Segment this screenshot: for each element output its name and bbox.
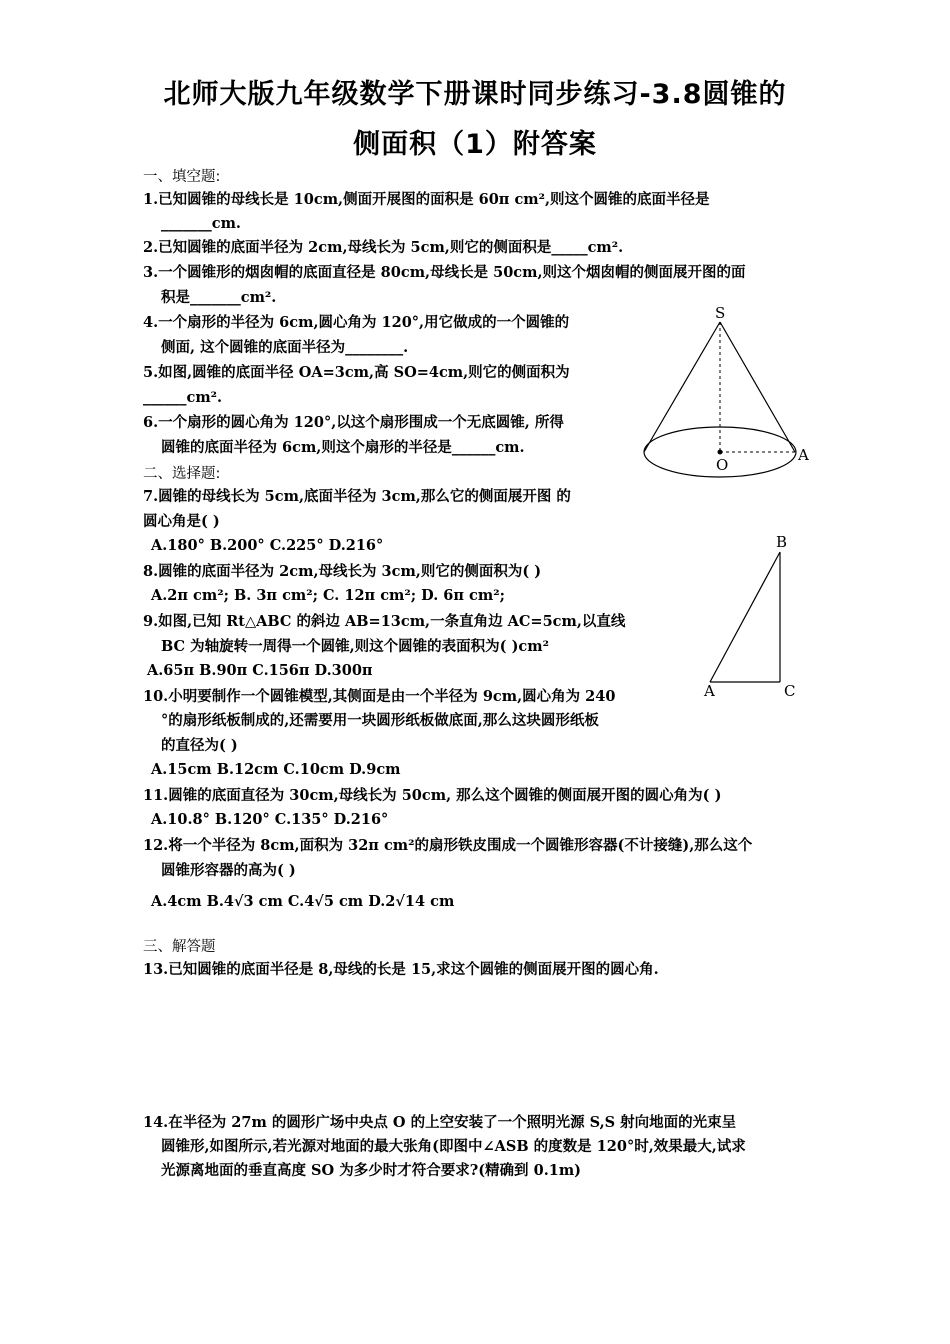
question-13: 13.已知圆锥的底面半径是 8,母线的长是 15,求这个圆锥的侧面展开图的圆心角. (143, 961, 659, 978)
question-12-line2: 圆锥形容器的高为( ) (161, 862, 296, 879)
section-solve: 三、解答题 (143, 939, 216, 955)
page-title-line1: 北师大版九年级数学下册课时同步练习-3.8圆锥的 (163, 79, 787, 110)
question-10-line2: °的扇形纸板制成的,还需要用一块圆形纸板做底面,那么这块圆形纸板 (161, 712, 599, 729)
question-9-line2: BC 为轴旋转一周得一个圆锥,则这个圆锥的表面积为( )cm² (161, 638, 549, 655)
question-5-line1: 5.如图,圆锥的底面半径 OA=3cm,高 SO=4cm,则它的侧面积为 (143, 364, 570, 381)
question-5-line2: ______cm². (143, 389, 223, 406)
triangle-diagram (700, 530, 810, 705)
question-12-options: A.4cm B.4√3 cm C.4√5 cm D.2√14 cm (151, 893, 455, 910)
question-3-line2: 积是_______cm². (161, 289, 277, 306)
question-6-line2: 圆锥的底面半径为 6cm,则这个扇形的半径是______cm. (161, 439, 525, 456)
question-8-options: A.2π cm²; B. 3π cm²; C. 12π cm²; D. 6π cm²; (151, 587, 505, 604)
label-A-triangle: A (704, 682, 715, 700)
question-9-line1: 9.如图,已知 Rt△ABC 的斜边 AB=13cm,一条直角边 AC=5cm,以直线 (143, 613, 626, 630)
question-11: 11.圆锥的底面直径为 30cm,母线长为 50cm, 那么这个圆锥的侧面展开图的圆心角为( ) (143, 787, 722, 804)
label-S: S (715, 304, 726, 322)
question-6-line1: 6.一个扇形的圆心角为 120°,以这个扇形围成一个无底圆锥, 所得 (143, 414, 564, 431)
question-1-line1: 1.已知圆锥的母线长是 10cm,侧面开展图的面积是 60π cm²,则这个圆锥的底面半径是 (143, 191, 710, 208)
question-7-options: A.180° B.200° C.225° D.216° (151, 537, 384, 554)
question-14-line3: 光源离地面的垂直高度 SO 为多少时才符合要求?(精确到 0.1m) (161, 1162, 582, 1179)
question-9-options: A.65π B.90π C.156π D.300π (147, 662, 373, 679)
page-title-line2: 侧面积（1）附答案 (353, 129, 597, 160)
section-fill-in: 一、填空题: (143, 169, 221, 185)
label-A: A (798, 446, 809, 464)
question-4-line2: 侧面, 这个圆锥的底面半径为________. (161, 339, 409, 356)
question-4-line1: 4.一个扇形的半径为 6cm,圆心角为 120°,用它做成的一个圆锥的 (143, 314, 570, 331)
question-7-line2: 圆心角是( ) (143, 513, 220, 530)
label-C: C (784, 682, 796, 700)
question-3-line1: 3.一个圆锥形的烟囱帽的底面直径是 80cm,母线长是 50cm,则这个烟囱帽的侧面展开图的面 (143, 264, 746, 281)
label-O: O (716, 456, 729, 474)
question-14-line1: 14.在半径为 27m 的圆形广场中央点 O 的上空安装了一个照明光源 S,S 射向地面的光束呈 (143, 1114, 737, 1131)
cone-center-point (718, 450, 723, 455)
question-10-line1: 10.小明要制作一个圆锥模型,其侧面是由一个半径为 9cm,圆心角为 240 (143, 688, 616, 705)
cone-left-slant (644, 322, 720, 452)
question-2: 2.已知圆锥的底面半径为 2cm,母线长为 5cm,则它的侧面积是_____cm². (143, 239, 624, 256)
question-12-line1: 12.将一个半径为 8cm,面积为 32π cm²的扇形铁皮围成一个圆锥形容器(不计接缝),那么这个 (143, 837, 753, 854)
label-B: B (776, 533, 788, 551)
cone-diagram (630, 300, 820, 485)
triangle-hypotenuse-AB (710, 552, 780, 682)
question-10-line3: 的直径为( ) (161, 737, 238, 754)
question-8: 8.圆锥的底面半径为 2cm,母线长为 3cm,则它的侧面积为( ) (143, 563, 542, 580)
question-14-line2: 圆锥形,如图所示,若光源对地面的最大张角(即图中∠ASB 的度数是 120°时,效果最大,试求 (161, 1138, 746, 1155)
cone-right-slant (720, 322, 795, 452)
question-1-line2: _______cm. (161, 215, 241, 232)
question-10-options: A.15cm B.12cm C.10cm D.9cm (151, 761, 401, 778)
question-7-line1: 7.圆锥的母线长为 5cm,底面半径为 3cm,那么它的侧面展开图 的 (143, 488, 571, 505)
section-choice: 二、选择题: (143, 466, 221, 482)
question-11-options: A.10.8° B.120° C.135° D.216° (151, 811, 389, 828)
